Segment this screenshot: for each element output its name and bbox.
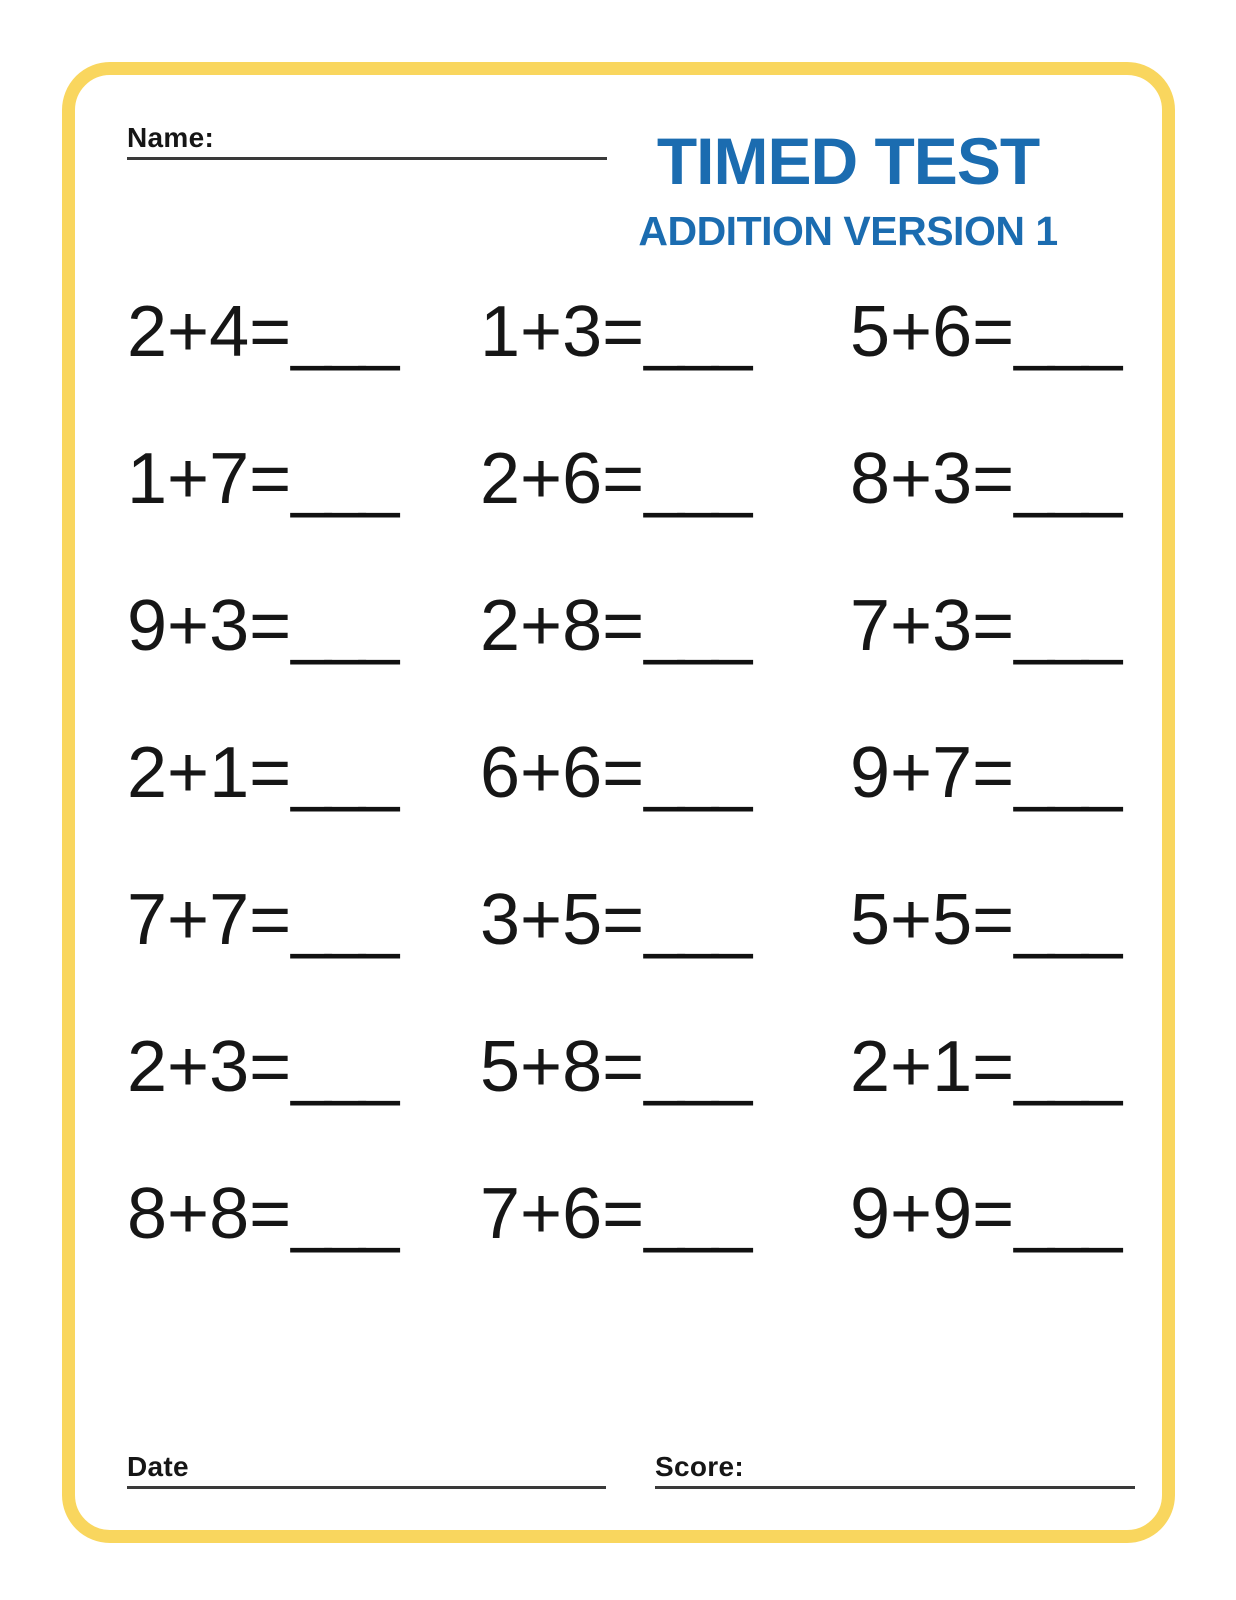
problem-cell — [480, 439, 850, 590]
problem-equation: 3+5= — [480, 880, 645, 960]
problem-cell — [127, 880, 480, 1031]
problem-cell — [480, 1174, 850, 1325]
problem-cell — [850, 733, 1117, 884]
answer-blank: ___ — [291, 586, 394, 666]
problem-equation: 9+3= — [127, 586, 292, 666]
problem-equation: 9+7= — [850, 733, 1015, 813]
problem-equation: 5+5= — [850, 880, 1015, 960]
problem-cell — [850, 292, 1117, 443]
answer-blank: ___ — [644, 1027, 747, 1107]
answer-blank: ___ — [291, 439, 394, 519]
problem-cell — [850, 439, 1117, 590]
name-label: Name: — [127, 122, 215, 153]
worksheet-title: TIMED TEST — [656, 124, 1040, 198]
problem-equation: 7+7= — [127, 880, 292, 960]
score-line — [655, 1486, 1135, 1489]
problem-cell — [850, 1174, 1117, 1325]
problem-equation: 5+8= — [480, 1027, 645, 1107]
name-line — [127, 157, 607, 160]
title-block — [608, 124, 1088, 254]
problem-equation: 1+3= — [480, 292, 645, 372]
problems-grid — [127, 292, 1117, 1325]
problem-equation: 8+3= — [850, 439, 1015, 519]
score-label: Score: — [655, 1451, 744, 1482]
name-field — [127, 124, 607, 160]
problem-equation: 2+1= — [127, 733, 292, 813]
problem-equation: 2+8= — [480, 586, 645, 666]
problem-equation: 2+3= — [127, 1027, 292, 1107]
problem-cell — [480, 292, 850, 443]
problem-cell — [127, 733, 480, 884]
date-line — [127, 1486, 606, 1489]
answer-blank: ___ — [1014, 292, 1117, 372]
problem-cell — [127, 439, 480, 590]
problem-equation: 2+1= — [850, 1027, 1015, 1107]
problem-equation: 8+8= — [127, 1174, 292, 1254]
problem-cell — [480, 880, 850, 1031]
date-field — [127, 1453, 606, 1489]
problem-equation: 9+9= — [850, 1174, 1015, 1254]
answer-blank: ___ — [644, 733, 747, 813]
problem-cell — [480, 1027, 850, 1178]
answer-blank: ___ — [644, 292, 747, 372]
problem-equation: 6+6= — [480, 733, 645, 813]
problem-cell — [127, 1174, 480, 1325]
problem-cell — [127, 586, 480, 737]
answer-blank: ___ — [291, 1174, 394, 1254]
answer-blank: ___ — [1014, 586, 1117, 666]
answer-blank: ___ — [644, 1174, 747, 1254]
problem-equation: 2+6= — [480, 439, 645, 519]
answer-blank: ___ — [291, 292, 394, 372]
answer-blank: ___ — [1014, 439, 1117, 519]
problem-cell — [127, 292, 480, 443]
problem-cell — [850, 1027, 1117, 1178]
problem-cell — [850, 880, 1117, 1031]
answer-blank: ___ — [644, 880, 747, 960]
answer-blank: ___ — [291, 1027, 394, 1107]
answer-blank: ___ — [644, 586, 747, 666]
answer-blank: ___ — [291, 733, 394, 813]
score-field — [655, 1453, 1135, 1489]
problem-cell — [127, 1027, 480, 1178]
answer-blank: ___ — [1014, 733, 1117, 813]
answer-blank: ___ — [1014, 1027, 1117, 1107]
problem-cell — [850, 586, 1117, 737]
problem-equation: 1+7= — [127, 439, 292, 519]
problem-equation: 5+6= — [850, 292, 1015, 372]
answer-blank: ___ — [1014, 1174, 1117, 1254]
problem-cell — [480, 733, 850, 884]
problem-equation: 2+4= — [127, 292, 292, 372]
problem-equation: 7+3= — [850, 586, 1015, 666]
date-label: Date — [127, 1451, 189, 1482]
problem-cell — [480, 586, 850, 737]
problem-equation: 7+6= — [480, 1174, 645, 1254]
answer-blank: ___ — [644, 439, 747, 519]
answer-blank: ___ — [1014, 880, 1117, 960]
answer-blank: ___ — [291, 880, 394, 960]
worksheet-subtitle: ADDITION VERSION 1 — [638, 208, 1058, 254]
